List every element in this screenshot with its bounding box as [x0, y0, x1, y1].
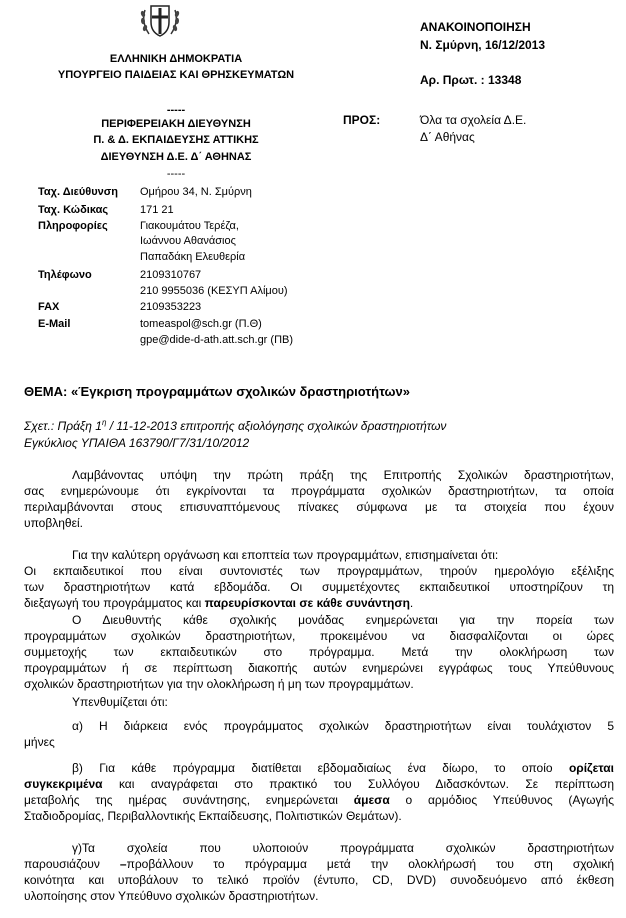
- republic-name: ΕΛΛΗΝΙΚΗ ΔΗΜΟΚΡΑΤΙΑ: [109, 53, 243, 65]
- fax-value: 2109353223: [140, 301, 202, 313]
- emphasis-text: –: [119, 857, 127, 871]
- reference-1-superscript: η: [101, 418, 107, 427]
- text-line: [24, 595, 614, 611]
- info-label: Πληροφορίες: [38, 220, 108, 232]
- text-line: μήνες: [24, 735, 55, 749]
- separator: -----: [166, 168, 186, 180]
- text-run: παρουσιάζουν: [24, 857, 120, 871]
- phone-value-2: 210 9955036 (ΚΕΣΥΠ Αλίμου): [140, 285, 288, 297]
- address-label: Ταχ. Διεύθυνση: [38, 186, 118, 198]
- emphasis-text: παρευρίσκονται σε κάθε συνάντηση: [204, 596, 410, 610]
- protocol-number: Αρ. Πρωτ. : 13348: [420, 73, 522, 87]
- text-run: διεξαγωγή του προγράμματος και: [24, 596, 205, 610]
- text-run: β) Για κάθε πρόγραμμα διατίθεται εβδομαδιαίως ένα δίωρο, το οποίο: [72, 761, 569, 775]
- info-value-3: Παπαδάκη Ελευθερία: [140, 251, 246, 263]
- recipient-line-2: Δ΄ Αθήνας: [420, 130, 475, 144]
- text-run: ο αρμόδιος Υπεύθυνος (Αγωγής: [389, 793, 614, 807]
- paragraph-director: [24, 612, 614, 692]
- text-line: Οι εκπαιδευτικοί που είναι συντονιστές των προγραμμάτων, τηρούν ημερολόγιο εξέλιξης: [24, 564, 614, 578]
- text-line: υποβληθεί.: [24, 516, 83, 530]
- text-line: Υπενθυμίζεται ότι:: [72, 695, 168, 709]
- text-line: σας ενημερώνουμε ότι εγκρίνονται τα προγράμματα σχολικών δραστηριοτήτων, τα οποία: [24, 484, 614, 498]
- phone-label: Τηλέφωνο: [38, 269, 92, 281]
- text-line: των δραστηριοτήτων κατά εβδομάδα. Οι συμμετέχοντες εκπαιδευτικοί υποστηρίζουν τη: [24, 580, 614, 594]
- announcement-title: ΑΝΑΚΟΙΝΟΠΟΙΗΣΗ: [420, 20, 531, 34]
- place-date: Ν. Σμύρνη, 16/12/2013: [420, 38, 546, 52]
- text-line: Λαμβάνοντας υπόψη την πρώτη πράξη της Επιτροπής Σχολικών δραστηριοτήτων,: [72, 468, 614, 482]
- reference-1-rest: / 11-12-2013 επιτροπής αξιολόγησης σχολικών δραστηριοτήτων: [106, 419, 447, 433]
- email-label: E-Mail: [38, 318, 71, 330]
- reference-1: [24, 418, 446, 433]
- text-line: περιλαμβάνονται στους επισυναπτόμενους πίνακες σύμφωνα με τα στοιχεία που έχουν: [24, 500, 614, 514]
- reference-1-text: Σχετ.: Πράξη 1: [24, 419, 102, 433]
- text-line: σχολικών δραστηριοτήτων για την ολοκλήρωση ή μη των προγραμμάτων.: [24, 677, 414, 691]
- text-line: συμμετοχής των εκπαιδευτικών στο πρόγραμμα. Μετά την ολοκλήρωση των: [24, 645, 614, 659]
- separator: -----: [166, 104, 186, 116]
- item-b: [24, 760, 614, 824]
- greek-coat-of-arms-emblem: [137, 0, 183, 40]
- recipient-label: ΠΡΟΣ:: [343, 113, 381, 127]
- directorate-name: ΔΙΕΥΘΥΝΣΗ Δ.Ε. Δ΄ ΑΘΗΝΑΣ: [100, 151, 252, 163]
- text-line: Σταδιοδρομίας, Περιβαλλοντικής Εκπαίδευσης, Πολιτιστικών Θεμάτων).: [24, 809, 402, 823]
- text-line: υλοποίησης στον Υπεύθυνο σχολικών δραστηριοτήτων.: [24, 889, 319, 903]
- text-line: [24, 856, 614, 872]
- text-run: μεταβολής της ημέρας συνάντησης, ενημερώνεται: [24, 793, 354, 807]
- text-line: [24, 760, 614, 776]
- text-line: [24, 776, 614, 792]
- text-run: .: [409, 596, 414, 610]
- text-line: γ)Τα σχολεία που υλοποιούν προγράμματα σχολικών δραστηριοτήτων: [72, 841, 614, 855]
- text-line: προγραμμάτων ή σε περίπτωση διακοπής αυτών ενημερώνει εγγράφως τους Υπεύθυνους: [24, 661, 614, 675]
- email-value-2: gpe@dide-d-ath.att.sch.gr (ΠΒ): [140, 334, 294, 346]
- info-value-2: Ιωάννου Αθανάσιος: [140, 235, 236, 247]
- ministry-name: ΥΠΟΥΡΓΕΙΟ ΠΑΙΔΕΙΑΣ ΚΑΙ ΘΡΗΣΚΕΥΜΑΤΩΝ: [57, 69, 295, 81]
- emphasis-text: ορίζεται: [568, 761, 614, 775]
- info-value-1: Γιακουμάτου Τερέζα,: [140, 220, 239, 232]
- postal-value: 171 21: [140, 204, 174, 216]
- text-line: Για την καλύτερη οργάνωση και εποπτεία των προγραμμάτων, επισημαίνεται ότι:: [72, 548, 499, 562]
- text-run: προβάλλουν το πρόγραμμα μετά την ολοκλήρωσή του στη σχολική: [126, 857, 614, 871]
- email-value-1: tomeaspol@sch.gr (Π.Θ): [140, 318, 262, 330]
- recipient-line-1: Όλα τα σχολεία Δ.Ε.: [420, 113, 527, 127]
- text-line: κοινότητα και υποβάλουν το τελικό προϊόν (έντυπο, CD, DVD) συνοδευόμενο από έκθεση: [24, 873, 614, 887]
- reminder-heading: [24, 694, 614, 710]
- text-line: α) Η διάρκεια ενός προγράμματος σχολικών δραστηριοτήτων είναι τουλάχιστον 5: [72, 719, 614, 733]
- item-c: [24, 840, 614, 904]
- paragraph-approval: [24, 467, 614, 531]
- item-a: [24, 718, 614, 750]
- text-line: [24, 792, 614, 808]
- text-line: προγραμμάτων σχολικών δραστηριοτήτων, προκειμένου να διασφαλίζονται οι ώρες: [24, 629, 614, 643]
- subject-heading: ΘΕΜΑ: «Έγκριση προγραμμάτων σχολικών δραστηριοτήτων»: [24, 384, 410, 399]
- paragraph-organization: [24, 547, 614, 611]
- text-line: Ο Διευθυντής κάθε σχολικής μονάδας ενημερώνεται για την πορεία των: [72, 613, 614, 627]
- address-value: Ομήρου 34, Ν. Σμύρνη: [140, 186, 252, 198]
- education-unit: Π. & Δ. ΕΚΠΑΙΔΕΥΣΗΣ ΑΤΤΙΚΗΣ: [93, 134, 259, 146]
- emphasis-text: άμεσα: [353, 793, 390, 807]
- emphasis-text: συγκεκριμένα: [24, 777, 103, 791]
- regional-directorate: ΠΕΡΙΦΕΡΕΙΑΚΗ ΔΙΕΥΘΥΝΣΗ: [101, 118, 251, 130]
- postal-label: Ταχ. Κώδικας: [38, 204, 109, 216]
- text-run: και αναγράφεται στο πρακτικό του Συλλόγου Διδασκόντων. Σε περίπτωση: [102, 777, 614, 791]
- fax-label: FAX: [38, 301, 60, 313]
- reference-2: Εγκύκλιος ΥΠΑΙΘΑ 163790/Γ7/31/10/2012: [24, 436, 250, 450]
- phone-value-1: 2109310767: [140, 269, 202, 281]
